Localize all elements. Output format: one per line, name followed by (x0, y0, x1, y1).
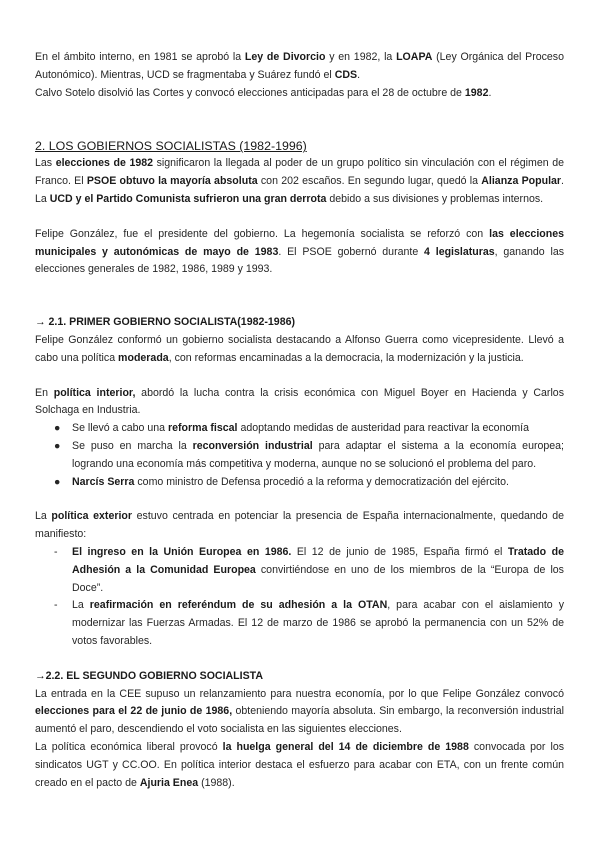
list-item: ● Se llevó a cabo una reforma fiscal adoptando medidas de austeridad para reactivar la economía (35, 420, 564, 438)
bullet-icon: ● (54, 475, 61, 488)
dash-icon: - (54, 545, 58, 558)
section-2-2-heading: →2.2. EL SEGUNDO GOBIERNO SOCIALISTA (35, 669, 263, 682)
foreign-policy-list (35, 544, 564, 651)
section-2-1-paragraph-3: La política exterior estuvo centrada en potenciar la presencia de España internacionalmente, quedando de manifiesto: (35, 510, 564, 541)
list-item: ● Narcís Serra como ministro de Defensa procedió a la reforma y democratización del ejército. (35, 474, 564, 492)
bullet-icon: ● (54, 422, 61, 435)
section-2-paragraph-1: Las elecciones de 1982 significaron la llegada al poder de un grupo político sin vinculación con el régimen de Franco. El PSOE obtuvo la mayoría absoluta con 202 escaños. En segundo lugar, quedó la Alianza Popular. La UCD y el Partido Comunista sufrieron una gran derrota debido a sus divisiones y problemas internos. (35, 157, 564, 205)
section-2-1-paragraph-2: En política interior, abordó la lucha contra la crisis económica con Miguel Boyer en Hacienda y Carlos Solchaga en Industria. (35, 386, 564, 417)
list-item: - La reafirmación en referéndum de su adhesión a la OTAN, para acabar con el aislamiento y modernizar las Fuerzas Armadas. El 12 de marzo de 1986 se aprobó la permanencia con un 52% de votos favorables. (54, 599, 564, 647)
document-body (35, 49, 564, 792)
section-2-2-paragraph-2: La política económica liberal provocó la huelga general del 14 de diciembre de 1988 convocada por los sindicatos UGT y CC.OO. En política interior destaca el esfuerzo para acabar con ETA, con un frente común creado en el pacto de Ajuria Enea (1988). (35, 740, 565, 789)
domestic-policy-list (35, 420, 564, 491)
section-2-paragraph-2: Felipe González, fue el presidente del gobierno. La hegemonía socialista se reforzó con las elecciones municipales y autonómicas de mayo de 1983. El PSOE gobernó durante 4 legislaturas, ganando las elecciones generales de 1982, 1986, 1989 y 1993. (35, 227, 565, 276)
section-2-heading: 2. LOS GOBIERNOS SOCIALISTAS (1982-1996) (35, 139, 307, 154)
dash-icon: - (54, 599, 58, 612)
list-item: - El ingreso en la Unión Europea en 1986. El 12 de junio de 1985, España firmó el Tratado de Adhesión a la Comunidad Europea convirtiéndose en uno de los miembros de la “Europa de los Doce”. (54, 545, 564, 594)
intro-paragraph-1: En el ámbito interno, en 1981 se aprobó la Ley de Divorcio y en 1982, la LOAPA (Ley Orgánica del Proceso Autonómico). Mientras, UCD se fragmentaba y Suárez fundó el CDS. (35, 51, 564, 81)
section-2-1-heading: → 2.1. PRIMER GOBIERNO SOCIALISTA(1982-1986) (35, 316, 296, 329)
list-item: ● Se puso en marcha la reconversión industrial para adaptar el sistema a la economía europea; logrando una economía más competitiva y moderna, aunque no se solucionó el problema del paro. (54, 439, 565, 470)
section-2-1-paragraph-1: Felipe González conformó un gobierno socialista destacando a Alfonso Guerra como vicepresidente. Llevó a cabo una política moderada, con reformas encaminadas a la democracia, la modernización y la justicia. (35, 333, 564, 364)
section-2-2-paragraph-1: La entrada en la CEE supuso un relanzamiento para nuestra economía, por lo que Felipe González convocó elecciones para el 22 de junio de 1986, obteniendo mayoría absoluta. Sin embargo, la reconversión industrial aumentó el paro, descendiendo el voto socialista en las siguientes elecciones. (35, 687, 564, 736)
intro-paragraph-2: Calvo Sotelo disolvió las Cortes y convocó elecciones anticipadas para el 28 de octubre de 1982. (35, 86, 492, 99)
bullet-icon: ● (54, 439, 61, 452)
